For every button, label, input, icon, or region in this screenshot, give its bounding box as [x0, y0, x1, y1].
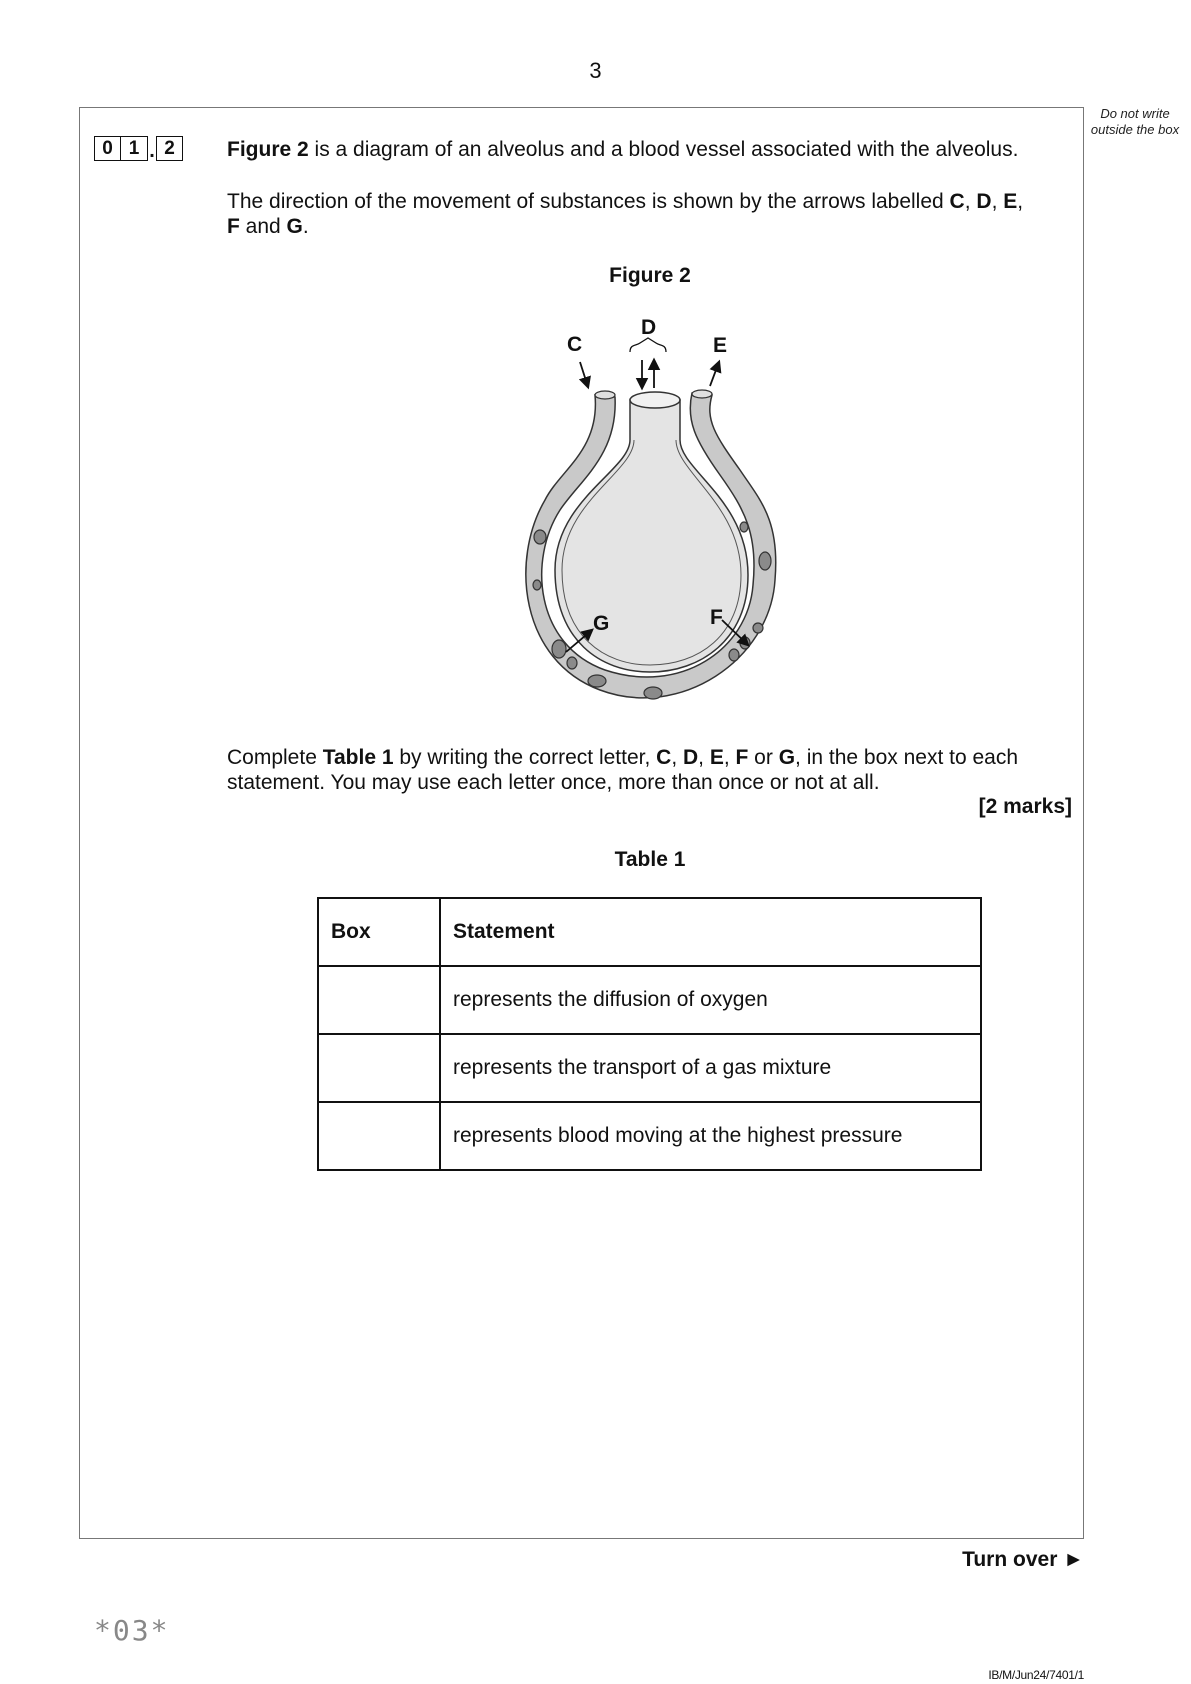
table-ref: Table 1	[322, 746, 394, 769]
sep: ,	[723, 746, 736, 769]
marks-label: [2 marks]	[978, 795, 1072, 818]
page-barcode: *03*	[94, 1614, 170, 1647]
header-box: Box	[318, 898, 440, 966]
label-e: E	[713, 334, 728, 357]
direction-part: The direction of the movement of substances is shown by the arrows labelled	[227, 190, 950, 213]
table-row	[318, 1102, 981, 1170]
instr-part: Complete	[227, 746, 323, 769]
letter-d: D	[976, 190, 992, 213]
instr-line2: statement. You may use each letter once, more than once or not at all.	[227, 771, 880, 794]
statement-cell: represents blood moving at the highest pressure	[440, 1102, 981, 1170]
letter-f: F	[227, 215, 240, 238]
instruction-text	[227, 745, 1097, 795]
answer-box[interactable]	[318, 1034, 440, 1102]
paper-reference: IB/M/Jun24/7401/1	[988, 1668, 1084, 1682]
sep: .	[302, 215, 309, 238]
table-header-row	[318, 898, 981, 966]
letter-e: E	[1003, 190, 1018, 213]
direction-text	[227, 189, 1077, 239]
statement-cell: represents the diffusion of oxygen	[440, 966, 981, 1034]
sep: and	[239, 215, 287, 238]
header-statement: Statement	[440, 898, 981, 966]
sep: ,	[671, 746, 683, 769]
sep: or	[748, 746, 779, 769]
page-number: 3	[589, 58, 602, 83]
table-title: Table 1	[614, 848, 686, 871]
label-g: G	[593, 612, 610, 635]
instr-part: , in the box next to each	[795, 746, 1019, 769]
letter-g: G	[778, 746, 796, 769]
question-digit-3: 2	[156, 136, 183, 161]
intro-text: is a diagram of an alveolus and a blood vessel associated with the alveolus.	[308, 138, 1019, 161]
question-number	[94, 136, 183, 161]
instr-part: by writing the correct letter,	[393, 746, 657, 769]
letter-g: G	[286, 215, 303, 238]
answer-box[interactable]	[318, 966, 440, 1034]
question-intro	[227, 137, 1018, 162]
d-brace	[630, 338, 666, 352]
sep: ,	[991, 190, 1004, 213]
letter-f: F	[735, 746, 749, 769]
letter-e: E	[709, 746, 724, 769]
table-row	[318, 1034, 981, 1102]
sep: ,	[964, 190, 977, 213]
margin-note: Do not write outside the box	[1090, 106, 1180, 137]
sep: ,	[1017, 190, 1024, 213]
answer-box[interactable]	[318, 1102, 440, 1170]
letter-c: C	[949, 190, 965, 213]
label-c: C	[567, 333, 583, 356]
sep: ,	[698, 746, 710, 769]
arrow-e	[710, 362, 719, 386]
label-f: F	[710, 606, 723, 629]
question-digit-1: 0	[94, 136, 121, 161]
letter-d: D	[682, 746, 699, 769]
label-d: D	[641, 316, 657, 339]
turn-over: Turn over ►	[962, 1548, 1084, 1571]
table-row	[318, 966, 981, 1034]
alveolus-figure	[500, 300, 800, 725]
figure-ref: Figure 2	[227, 138, 309, 161]
question-digit-2: 1	[121, 136, 148, 161]
arrow-c	[580, 362, 588, 387]
figure-title: Figure 2	[609, 264, 691, 287]
answer-table	[317, 897, 982, 1171]
statement-cell: represents the transport of a gas mixture	[440, 1034, 981, 1102]
letter-c: C	[656, 746, 672, 769]
question-dot: .	[149, 140, 155, 162]
alveolus-diagram	[500, 300, 800, 720]
